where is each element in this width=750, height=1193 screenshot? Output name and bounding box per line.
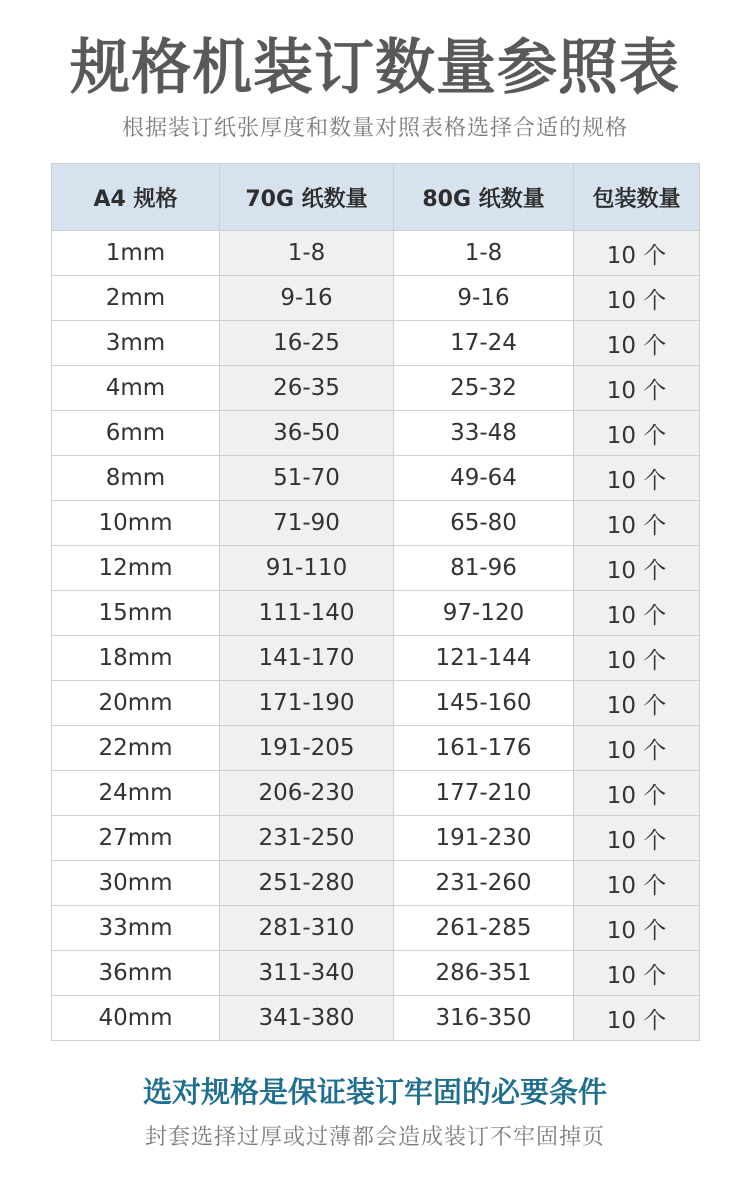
cell-pack-count: 10 个 (574, 771, 700, 816)
cell-spec: 24mm (52, 771, 220, 816)
notice-title: 选对规格是保证装订牢固的必要条件 (142, 1075, 607, 1109)
cell-70g-count: 16-25 (220, 321, 394, 366)
cell-spec: 27mm (52, 816, 220, 861)
cell-pack-count: 10 个 (574, 951, 700, 996)
cell-pack-count: 10 个 (574, 726, 700, 771)
cell-spec: 15mm (52, 591, 220, 636)
table-row (52, 276, 700, 321)
header-80g-count: 80G 纸数量 (394, 164, 574, 231)
cell-pack-count: 10 个 (574, 321, 700, 366)
table-row (52, 861, 700, 906)
cell-pack-count: 10 个 (574, 231, 700, 276)
cell-70g-count: 26-35 (220, 366, 394, 411)
table-row (52, 321, 700, 366)
cell-spec: 12mm (52, 546, 220, 591)
spec-table (51, 163, 700, 1041)
table-row (52, 771, 700, 816)
cell-80g-count: 316-350 (394, 996, 574, 1041)
cell-80g-count: 81-96 (394, 546, 574, 591)
header-70g-count: 70G 纸数量 (220, 164, 394, 231)
cell-80g-count: 1-8 (394, 231, 574, 276)
cell-70g-count: 171-190 (220, 681, 394, 726)
cell-70g-count: 311-340 (220, 951, 394, 996)
table-row (52, 726, 700, 771)
cell-pack-count: 10 个 (574, 366, 700, 411)
cell-70g-count: 1-8 (220, 231, 394, 276)
table-row (52, 816, 700, 861)
cell-spec: 6mm (52, 411, 220, 456)
cell-spec: 33mm (52, 906, 220, 951)
cell-80g-count: 177-210 (394, 771, 574, 816)
cell-80g-count: 97-120 (394, 591, 574, 636)
cell-80g-count: 25-32 (394, 366, 574, 411)
table-row (52, 231, 700, 276)
cell-pack-count: 10 个 (574, 861, 700, 906)
cell-80g-count: 191-230 (394, 816, 574, 861)
cell-70g-count: 111-140 (220, 591, 394, 636)
cell-pack-count: 10 个 (574, 996, 700, 1041)
cell-70g-count: 51-70 (220, 456, 394, 501)
cell-pack-count: 10 个 (574, 276, 700, 321)
page-subtitle: 根据装订纸张厚度和数量对照表格选择合适的规格 (121, 116, 628, 141)
table-row (52, 591, 700, 636)
cell-70g-count: 206-230 (220, 771, 394, 816)
cell-pack-count: 10 个 (574, 816, 700, 861)
cell-spec: 40mm (52, 996, 220, 1041)
cell-70g-count: 9-16 (220, 276, 394, 321)
cell-spec: 1mm (52, 231, 220, 276)
cell-70g-count: 71-90 (220, 501, 394, 546)
cell-pack-count: 10 个 (574, 411, 700, 456)
cell-80g-count: 161-176 (394, 726, 574, 771)
header-spec: A4 规格 (52, 164, 220, 231)
cell-pack-count: 10 个 (574, 906, 700, 951)
cell-pack-count: 10 个 (574, 546, 700, 591)
cell-80g-count: 33-48 (394, 411, 574, 456)
table-row (52, 681, 700, 726)
table-row (52, 411, 700, 456)
table-row (52, 636, 700, 681)
cell-spec: 18mm (52, 636, 220, 681)
cell-spec: 22mm (52, 726, 220, 771)
cell-spec: 2mm (52, 276, 220, 321)
cell-spec: 4mm (52, 366, 220, 411)
cell-pack-count: 10 个 (574, 456, 700, 501)
cell-80g-count: 121-144 (394, 636, 574, 681)
cell-80g-count: 65-80 (394, 501, 574, 546)
cell-spec: 10mm (52, 501, 220, 546)
cell-spec: 36mm (52, 951, 220, 996)
table-row (52, 546, 700, 591)
table-header-row (52, 164, 700, 231)
cell-spec: 3mm (52, 321, 220, 366)
cell-70g-count: 36-50 (220, 411, 394, 456)
cell-80g-count: 261-285 (394, 906, 574, 951)
cell-pack-count: 10 个 (574, 681, 700, 726)
table-row (52, 906, 700, 951)
notice-text: 封套选择过厚或过薄都会造成装订不牢固掉页 (144, 1125, 605, 1150)
cell-80g-count: 231-260 (394, 861, 574, 906)
cell-70g-count: 341-380 (220, 996, 394, 1041)
cell-70g-count: 191-205 (220, 726, 394, 771)
cell-80g-count: 49-64 (394, 456, 574, 501)
cell-pack-count: 10 个 (574, 636, 700, 681)
table-row (52, 501, 700, 546)
table-row (52, 366, 700, 411)
cell-70g-count: 251-280 (220, 861, 394, 906)
cell-spec: 20mm (52, 681, 220, 726)
cell-80g-count: 17-24 (394, 321, 574, 366)
header-pack-count: 包装数量 (574, 164, 700, 231)
cell-70g-count: 141-170 (220, 636, 394, 681)
cell-70g-count: 91-110 (220, 546, 394, 591)
cell-pack-count: 10 个 (574, 501, 700, 546)
cell-pack-count: 10 个 (574, 591, 700, 636)
cell-70g-count: 231-250 (220, 816, 394, 861)
cell-spec: 8mm (52, 456, 220, 501)
table-row (52, 951, 700, 996)
cell-70g-count: 281-310 (220, 906, 394, 951)
table-row (52, 456, 700, 501)
cell-spec: 30mm (52, 861, 220, 906)
table-row (52, 996, 700, 1041)
table-body (52, 231, 700, 1041)
cell-80g-count: 9-16 (394, 276, 574, 321)
cell-80g-count: 145-160 (394, 681, 574, 726)
page-title: 规格机装订数量参照表 (70, 33, 680, 103)
cell-80g-count: 286-351 (394, 951, 574, 996)
